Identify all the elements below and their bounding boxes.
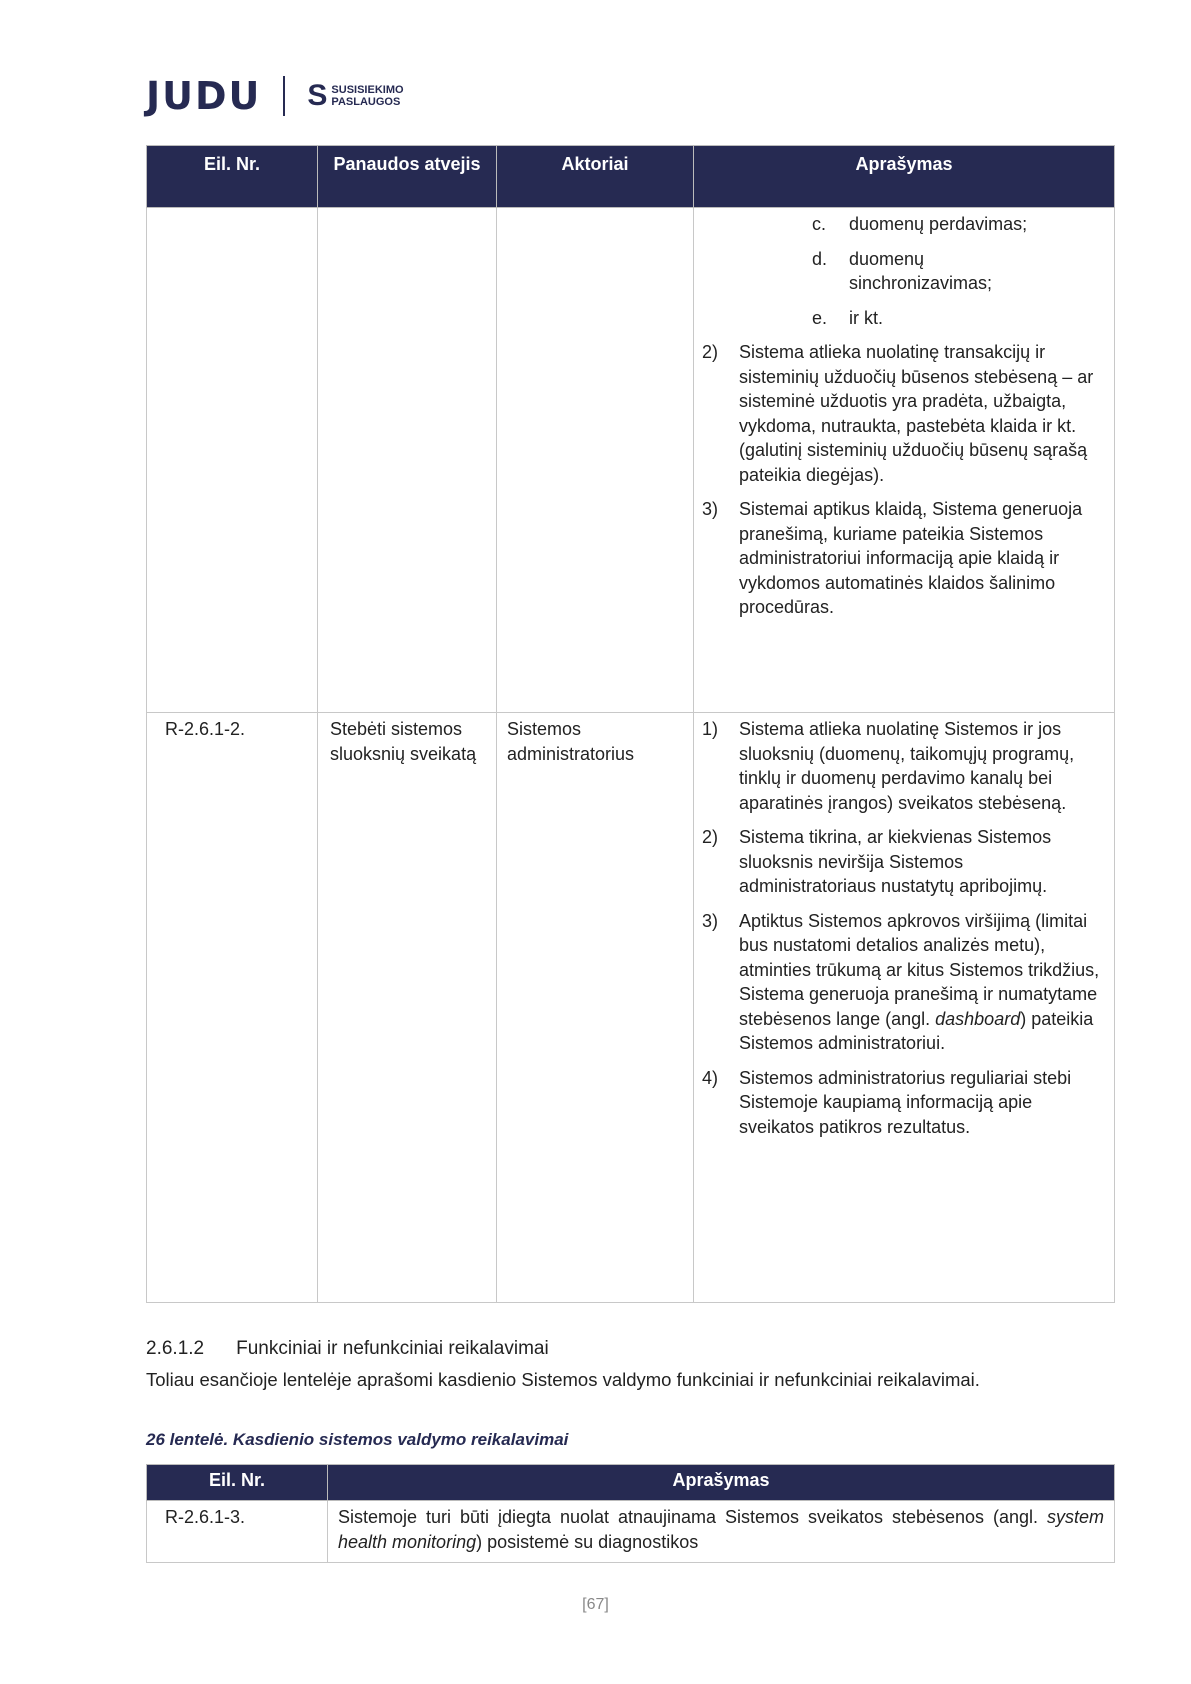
table-caption: 26 lentelė. Kasdienio sistemos valdymo reikalavimai <box>146 1430 569 1449</box>
list-item: 2) Sistema atlieka nuolatinę transakcijų ir sisteminių užduočių būsenos stebėseną – ar sisteminė užduotis yra pradėta, užbaigta, vykdoma, nutraukta, pastebėta klaida ir kt. (galutinį sisteminių užduočių būsenų sąrašą pateikia diegėjas). <box>702 342 1094 485</box>
list-item: c. duomenų perdavimas; <box>812 214 1028 234</box>
actors: Sistemos administratorius <box>497 713 694 1303</box>
header-logo <box>146 74 404 118</box>
row-id: R-2.6.1-2. <box>147 713 318 1303</box>
logo-divider <box>283 76 285 116</box>
susisiekimo-paslaugos-logo <box>307 79 403 113</box>
page-number: [67] <box>582 1596 609 1613</box>
list-item: 3) Aptiktus Sistemos apkrovos viršijimą (limitai bus nustatomi detalios analizės metu), atminties trūkumą ar kitus Sistemos trikdžius, Sistema generuoja pranešimą ir numatytame stebėsenos lange (angl. dashboard) pateikia Sistemos administratoriui. <box>702 910 1100 1053</box>
list-item: 4) Sistemos administratorius reguliariai stebi Sistemoje kaupiamą informaciją apie sveikatos patikros rezultatus. <box>702 1067 1072 1137</box>
header-eil-nr: Eil. Nr. <box>147 1465 328 1501</box>
section-heading: 2.6.1.2 Funkciniai ir nefunkciniai reikalavimai <box>146 1338 549 1359</box>
row-id: R-2.6.1-3. <box>147 1501 328 1563</box>
description-cell: Sistemoje turi būti įdiegta nuolat atnaujinama Sistemos sveikatos stebėsenos (angl. system health monitoring) posistemė su diagnostikos <box>328 1501 1115 1563</box>
header-aprasymas: Aprašymas <box>694 146 1115 208</box>
list-item: d. duomenų sinchronizavimas; <box>812 248 993 293</box>
ss-logo-icon: S <box>307 79 328 112</box>
header-aprasymas: Aprašymas <box>328 1465 1115 1501</box>
judu-logo: JUDU <box>146 74 262 118</box>
header-panaudos-atvejis: Panaudos atvejis <box>318 146 497 208</box>
header-eil-nr: Eil. Nr. <box>147 146 318 208</box>
logo-line1: SUSISIEKIMO <box>331 84 404 96</box>
paragraph: Toliau esančioje lentelėje aprašomi kasdienio Sistemos valdymo funkciniai ir nefunkciniai reikalavimai. <box>146 1369 980 1390</box>
table-row <box>147 208 1115 713</box>
logo-line2: PASLAUGOS <box>331 96 401 108</box>
description-cell <box>694 208 1115 713</box>
description-cell <box>694 713 1115 1303</box>
use-case-table <box>146 145 1115 1303</box>
table-row <box>147 1501 1115 1563</box>
table-row <box>147 713 1115 1303</box>
list-item: 1) Sistema atlieka nuolatinę Sistemos ir jos sluoksnių (duomenų, taikomųjų programų, tinklų ir duomenų perdavimo kanalų bei aparatinės įrangos) sveikatos stebėseną. <box>702 719 1075 813</box>
list-item: 3) Sistemai aptikus klaidą, Sistema generuoja pranešimą, kuriame pateikia Sistemos administratoriui informaciją apie klaidą ir vykdomos automatinės klaidos šalinimo procedūras. <box>702 499 1083 617</box>
header-aktoriai: Aktoriai <box>497 146 694 208</box>
list-item: e. ir kt. <box>812 307 883 328</box>
table-header-row <box>147 1465 1115 1501</box>
use-case: Stebėti sistemos sluoksnių sveikatą <box>318 713 497 1303</box>
table-header-row <box>147 146 1115 208</box>
list-item: 2) Sistema tikrina, ar kiekvienas Sistemos sluoksnis neviršija Sistemos administratoriaus nustatytų apribojimų. <box>702 827 1052 896</box>
requirements-table <box>146 1464 1115 1563</box>
